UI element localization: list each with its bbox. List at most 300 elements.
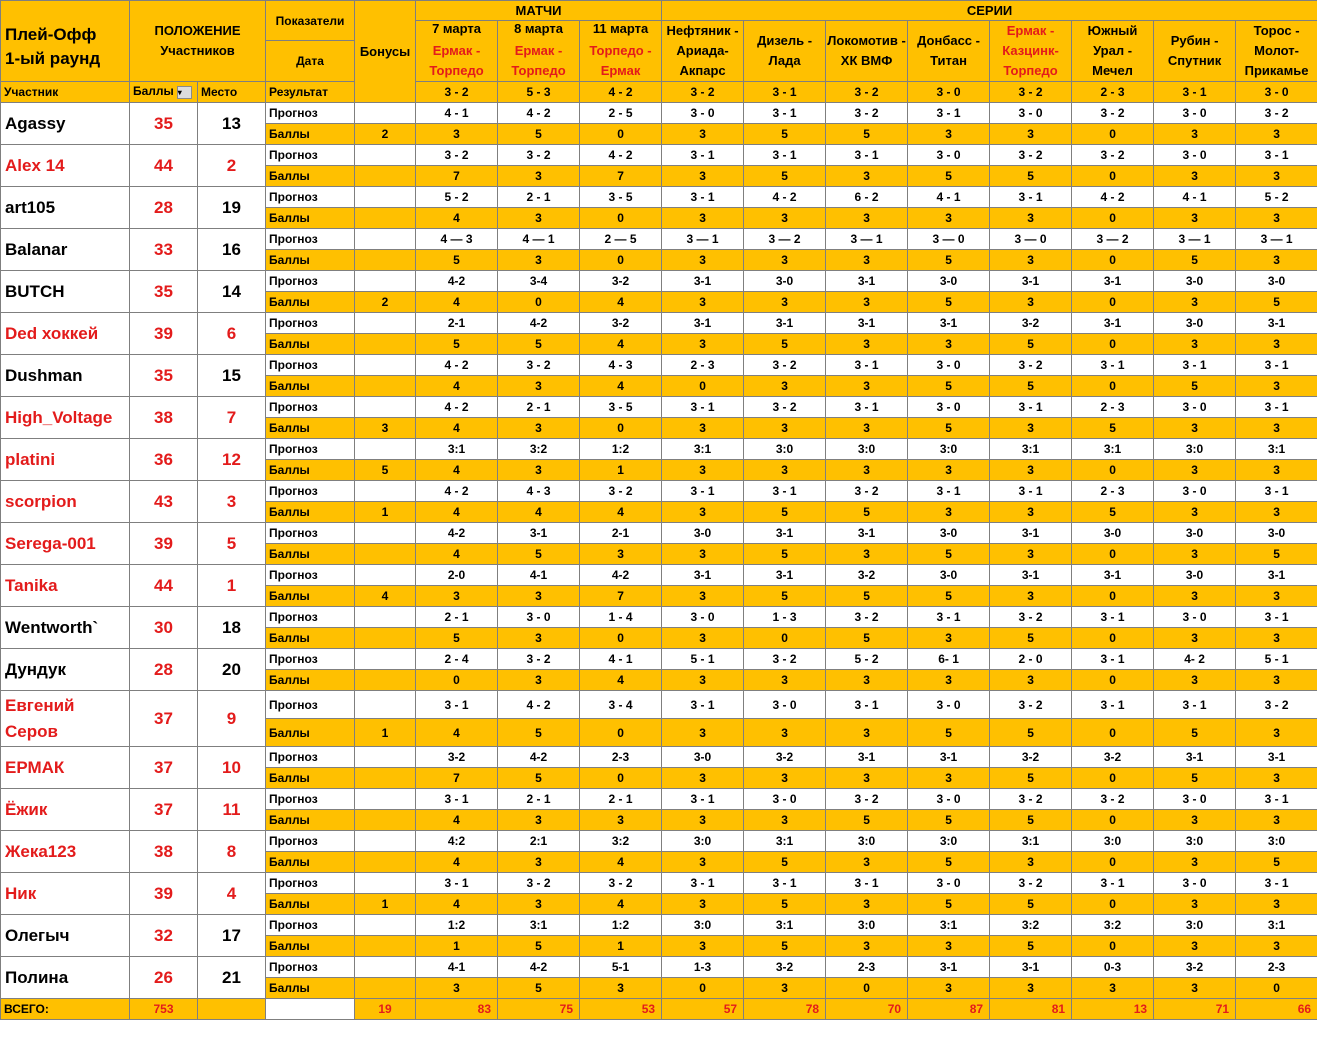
score-cell: 3 xyxy=(1236,334,1317,355)
forecast-cell: 3-2 xyxy=(990,313,1072,334)
participant-place: 12 xyxy=(198,439,266,481)
table-row xyxy=(1,957,1317,978)
participant-name: Alex 14 xyxy=(1,145,130,187)
score-cell: 5 xyxy=(908,376,990,397)
score-cell: 4 xyxy=(498,502,580,523)
series-5-result: 3 - 2 xyxy=(990,82,1072,103)
bonus-empty xyxy=(355,481,416,502)
table-row xyxy=(1,831,1317,852)
participant-place: 8 xyxy=(198,831,266,873)
forecast-cell: 3-2 xyxy=(1072,747,1154,768)
participant-name: Олегыч xyxy=(1,915,130,957)
series-5-teams: Ермак - Казцинк-Торпедо xyxy=(990,21,1072,82)
score-cell: 5 xyxy=(908,894,990,915)
table-title xyxy=(1,1,130,82)
table-row xyxy=(1,915,1317,936)
score-cell: 3 xyxy=(990,418,1072,439)
participant-name: BUTCH xyxy=(1,271,130,313)
forecast-cell: 5 - 1 xyxy=(1236,649,1317,670)
score-cell: 3 xyxy=(662,460,744,481)
forecast-label: Прогноз xyxy=(266,313,355,334)
score-cell: 5 xyxy=(826,628,908,649)
score-cell: 0 xyxy=(1072,586,1154,607)
participant-points: 39 xyxy=(130,313,198,355)
forecast-cell: 3 - 1 xyxy=(662,691,744,719)
forecast-cell: 3 - 2 xyxy=(744,355,826,376)
series-1-teams: Нефтяник - Ариада-Акпарс xyxy=(662,21,744,82)
forecast-cell: 3 - 2 xyxy=(990,355,1072,376)
forecast-cell: 4 - 3 xyxy=(498,481,580,502)
forecast-cell: 4- 2 xyxy=(1154,649,1236,670)
forecast-cell: 3 - 1 xyxy=(990,397,1072,418)
participant-place: 21 xyxy=(198,957,266,999)
table-row xyxy=(1,747,1317,768)
forecast-cell: 3:1 xyxy=(990,439,1072,460)
participant-place: 20 xyxy=(198,649,266,691)
forecast-cell: 4 - 1 xyxy=(1154,187,1236,208)
forecast-cell: 3:0 xyxy=(1154,439,1236,460)
bonus-cell xyxy=(355,208,416,229)
forecast-cell: 3:1 xyxy=(498,915,580,936)
participant-place: 7 xyxy=(198,397,266,439)
forecast-cell: 3-1 xyxy=(1236,313,1317,334)
series-2-teams: Дизель - Лада xyxy=(744,21,826,82)
forecast-cell: 4-2 xyxy=(498,747,580,768)
points-header xyxy=(130,82,198,103)
participant-name: Дундук xyxy=(1,649,130,691)
score-cell: 3 xyxy=(1236,502,1317,523)
score-cell: 3 xyxy=(498,418,580,439)
forecast-cell: 3-1 xyxy=(908,313,990,334)
forecast-cell: 5 - 1 xyxy=(662,649,744,670)
score-cell: 4 xyxy=(416,502,498,523)
forecast-cell: 3-0 xyxy=(908,565,990,586)
score-cell: 5 xyxy=(908,719,990,747)
forecast-cell: 2 - 3 xyxy=(1072,397,1154,418)
forecast-cell: 3 - 2 xyxy=(826,103,908,124)
forecast-cell: 3:1 xyxy=(908,915,990,936)
score-cell: 0 xyxy=(1236,978,1317,999)
forecast-cell: 2 - 3 xyxy=(662,355,744,376)
participant-place: 3 xyxy=(198,481,266,523)
score-cell: 3 xyxy=(908,628,990,649)
forecast-cell: 3 - 1 xyxy=(662,187,744,208)
forecast-cell: 3 - 1 xyxy=(826,355,908,376)
forecast-cell: 3:0 xyxy=(826,439,908,460)
forecast-cell: 3 - 2 xyxy=(416,145,498,166)
score-cell: 3 xyxy=(990,460,1072,481)
score-cell: 3 xyxy=(416,124,498,145)
participant-points: 37 xyxy=(130,691,198,747)
forecast-cell: 3 - 0 xyxy=(990,103,1072,124)
score-cell: 0 xyxy=(1072,208,1154,229)
score-cell: 3 xyxy=(498,628,580,649)
score-cell: 3 xyxy=(1236,376,1317,397)
forecast-cell: 3 - 2 xyxy=(744,397,826,418)
bonus-cell xyxy=(355,810,416,831)
participant-name: Dushman xyxy=(1,355,130,397)
forecast-cell: 2 - 1 xyxy=(498,789,580,810)
forecast-cell: 3-4 xyxy=(498,271,580,292)
forecast-cell: 3-0 xyxy=(1154,565,1236,586)
score-cell: 3 xyxy=(662,166,744,187)
score-label: Баллы xyxy=(266,586,355,607)
score-cell: 3 xyxy=(1154,208,1236,229)
forecast-cell: 3-1 xyxy=(662,313,744,334)
score-cell: 3 xyxy=(826,250,908,271)
score-label: Баллы xyxy=(266,250,355,271)
participant-points: 44 xyxy=(130,145,198,187)
score-cell: 3 xyxy=(990,586,1072,607)
forecast-cell: 3 - 2 xyxy=(826,481,908,502)
participant-place: 4 xyxy=(198,873,266,915)
forecast-cell: 3 - 0 xyxy=(1154,103,1236,124)
score-cell: 3 xyxy=(826,852,908,873)
participant-points: 37 xyxy=(130,789,198,831)
score-cell: 3 xyxy=(990,544,1072,565)
forecast-cell: 3 - 0 xyxy=(1154,481,1236,502)
score-cell: 3 xyxy=(498,852,580,873)
participant-points: 33 xyxy=(130,229,198,271)
score-cell: 5 xyxy=(498,334,580,355)
score-cell: 5 xyxy=(826,810,908,831)
participant-points: 37 xyxy=(130,747,198,789)
forecast-cell: 3 - 0 xyxy=(908,691,990,719)
score-label: Баллы xyxy=(266,208,355,229)
bonus-cell xyxy=(355,166,416,187)
participant-points: 35 xyxy=(130,355,198,397)
forecast-label: Прогноз xyxy=(266,439,355,460)
forecast-cell: 3-1 xyxy=(826,747,908,768)
table-row xyxy=(1,313,1317,334)
score-cell: 3 xyxy=(826,544,908,565)
score-label: Баллы xyxy=(266,768,355,789)
score-cell: 3 xyxy=(744,460,826,481)
participant-name: High_Voltage xyxy=(1,397,130,439)
score-cell: 7 xyxy=(416,768,498,789)
forecast-cell: 3 - 2 xyxy=(498,355,580,376)
total-column-3: 53 xyxy=(580,999,662,1020)
participant-place: 10 xyxy=(198,747,266,789)
forecast-cell: 3-2 xyxy=(1154,957,1236,978)
total-column-11: 66 xyxy=(1236,999,1317,1020)
score-cell: 3 xyxy=(1154,460,1236,481)
participant-name: Ник xyxy=(1,873,130,915)
forecast-label: Прогноз xyxy=(266,481,355,502)
table-row xyxy=(1,691,1317,719)
forecast-label: Прогноз xyxy=(266,957,355,978)
score-cell: 5 xyxy=(416,334,498,355)
forecast-cell: 3:0 xyxy=(908,831,990,852)
score-cell: 3 xyxy=(908,978,990,999)
date-header: Дата xyxy=(266,41,355,82)
forecast-label: Прогноз xyxy=(266,229,355,250)
forecast-cell: 3:1 xyxy=(416,439,498,460)
forecast-cell: 1:2 xyxy=(580,915,662,936)
score-cell: 5 xyxy=(990,334,1072,355)
score-cell: 5 xyxy=(826,124,908,145)
score-cell: 3 xyxy=(662,250,744,271)
forecast-cell: 3 — 1 xyxy=(1236,229,1317,250)
forecast-cell: 3:0 xyxy=(662,915,744,936)
participant-name: Agassy xyxy=(1,103,130,145)
forecast-cell: 3 - 1 xyxy=(990,481,1072,502)
indicators-header: Показатели xyxy=(266,1,355,41)
bonus-empty xyxy=(355,691,416,719)
table-row xyxy=(1,873,1317,894)
score-cell: 5 xyxy=(744,502,826,523)
match-teams: Торпедо - Ермак xyxy=(589,43,652,78)
score-cell: 3 xyxy=(662,586,744,607)
place-header: Место xyxy=(198,82,266,103)
score-cell: 5 xyxy=(908,418,990,439)
score-label: Баллы xyxy=(266,124,355,145)
score-label: Баллы xyxy=(266,628,355,649)
forecast-cell: 3 - 2 xyxy=(826,607,908,628)
total-bonuses: 19 xyxy=(355,999,416,1020)
bonus-empty xyxy=(355,789,416,810)
score-cell: 3 xyxy=(1236,460,1317,481)
forecast-label: Прогноз xyxy=(266,691,355,719)
result-header: Результат xyxy=(266,82,355,103)
bonus-empty xyxy=(355,355,416,376)
bonus-empty xyxy=(355,439,416,460)
forecast-cell: 3:1 xyxy=(662,439,744,460)
participant-points: 44 xyxy=(130,565,198,607)
table-row xyxy=(1,565,1317,586)
forecast-cell: 3 - 1 xyxy=(1236,873,1317,894)
total-column-10: 71 xyxy=(1154,999,1236,1020)
score-cell: 3 xyxy=(1236,250,1317,271)
forecast-cell: 3:1 xyxy=(744,831,826,852)
match-2-result: 5 - 3 xyxy=(498,82,580,103)
score-cell: 4 xyxy=(416,292,498,313)
forecast-cell: 4 - 1 xyxy=(416,103,498,124)
score-cell: 3 xyxy=(1154,894,1236,915)
forecast-cell: 3 - 0 xyxy=(1154,607,1236,628)
bonus-cell xyxy=(355,852,416,873)
forecast-cell: 2 - 1 xyxy=(416,607,498,628)
forecast-cell: 3 - 2 xyxy=(1236,691,1317,719)
forecast-cell: 3 - 2 xyxy=(580,481,662,502)
series-header: СЕРИИ xyxy=(662,1,1317,21)
forecast-cell: 3-1 xyxy=(744,523,826,544)
forecast-cell: 3 - 0 xyxy=(908,397,990,418)
forecast-cell: 4 — 3 xyxy=(416,229,498,250)
score-cell: 5 xyxy=(498,768,580,789)
table-title-line2: 1-ый раунд xyxy=(5,49,101,68)
table-row xyxy=(1,229,1317,250)
score-cell: 3 xyxy=(662,208,744,229)
forecast-label: Прогноз xyxy=(266,523,355,544)
score-cell: 3 xyxy=(1154,544,1236,565)
forecast-cell: 3 - 1 xyxy=(990,187,1072,208)
score-label: Баллы xyxy=(266,166,355,187)
bonus-empty xyxy=(355,747,416,768)
forecast-cell: 3 - 2 xyxy=(826,789,908,810)
score-cell: 3 xyxy=(826,376,908,397)
match-date: 11 марта xyxy=(592,21,649,36)
forecast-cell: 3 - 1 xyxy=(1236,355,1317,376)
forecast-cell: 3-1 xyxy=(1072,565,1154,586)
forecast-cell: 3-0 xyxy=(1154,271,1236,292)
bonus-empty xyxy=(355,271,416,292)
match-1-header xyxy=(416,21,498,82)
score-cell: 0 xyxy=(1072,292,1154,313)
score-cell: 0 xyxy=(1072,166,1154,187)
forecast-cell: 3-1 xyxy=(990,957,1072,978)
forecast-cell: 3 - 2 xyxy=(990,691,1072,719)
forecast-cell: 3 - 1 xyxy=(744,145,826,166)
series-7-result: 3 - 1 xyxy=(1154,82,1236,103)
score-cell: 3 xyxy=(990,250,1072,271)
score-cell: 3 xyxy=(1236,810,1317,831)
forecast-cell: 3-0 xyxy=(744,271,826,292)
forecast-cell: 3 — 1 xyxy=(1154,229,1236,250)
total-column-9: 13 xyxy=(1072,999,1154,1020)
forecast-cell: 3 - 2 xyxy=(1072,145,1154,166)
score-cell: 0 xyxy=(580,628,662,649)
match-2-header xyxy=(498,21,580,82)
forecast-cell: 2 — 5 xyxy=(580,229,662,250)
score-cell: 7 xyxy=(580,166,662,187)
participant-place: 5 xyxy=(198,523,266,565)
score-cell: 0 xyxy=(580,250,662,271)
forecast-cell: 3 - 0 xyxy=(908,873,990,894)
forecast-cell: 4:2 xyxy=(416,831,498,852)
forecast-cell: 3 — 2 xyxy=(1072,229,1154,250)
series-3-teams: Локомотив - ХК ВМФ xyxy=(826,21,908,82)
forecast-cell: 3 - 1 xyxy=(908,607,990,628)
total-label: ВСЕГО: xyxy=(1,999,130,1020)
score-cell: 3 xyxy=(1236,586,1317,607)
forecast-cell: 1-3 xyxy=(662,957,744,978)
forecast-cell: 3-0 xyxy=(1236,523,1317,544)
score-cell: 3 xyxy=(498,894,580,915)
score-label: Баллы xyxy=(266,978,355,999)
forecast-cell: 3 - 0 xyxy=(498,607,580,628)
score-cell: 3 xyxy=(662,852,744,873)
bonus-empty xyxy=(355,313,416,334)
participant-name: art105 xyxy=(1,187,130,229)
score-label: Баллы xyxy=(266,544,355,565)
forecast-cell: 3-1 xyxy=(1154,747,1236,768)
forecast-label: Прогноз xyxy=(266,789,355,810)
forecast-cell: 3 - 2 xyxy=(1236,103,1317,124)
score-cell: 3 xyxy=(744,208,826,229)
bonus-empty xyxy=(355,103,416,124)
score-cell: 3 xyxy=(662,936,744,957)
score-label: Баллы xyxy=(266,894,355,915)
forecast-cell: 5 - 2 xyxy=(416,187,498,208)
score-cell: 3 xyxy=(1236,936,1317,957)
score-cell: 5 xyxy=(1236,852,1317,873)
score-cell: 3 xyxy=(826,894,908,915)
score-cell: 3 xyxy=(744,292,826,313)
score-cell: 5 xyxy=(990,768,1072,789)
score-cell: 3 xyxy=(662,810,744,831)
score-cell: 5 xyxy=(826,502,908,523)
forecast-cell: 3-2 xyxy=(826,565,908,586)
score-cell: 4 xyxy=(416,810,498,831)
sort-dropdown-icon[interactable]: ▾ xyxy=(177,86,192,99)
forecast-cell: 3 - 0 xyxy=(1154,873,1236,894)
series-2-result: 3 - 1 xyxy=(744,82,826,103)
forecast-cell: 5 - 2 xyxy=(826,649,908,670)
forecast-cell: 2 - 1 xyxy=(498,187,580,208)
forecast-cell: 3-1 xyxy=(1236,747,1317,768)
score-cell: 0 xyxy=(744,628,826,649)
total-column-2: 75 xyxy=(498,999,580,1020)
score-cell: 3 xyxy=(1236,166,1317,187)
score-cell: 5 xyxy=(1236,292,1317,313)
bonus-cell xyxy=(355,544,416,565)
participant-points: 28 xyxy=(130,649,198,691)
score-cell: 5 xyxy=(1154,768,1236,789)
score-cell: 5 xyxy=(416,250,498,271)
forecast-cell: 3-1 xyxy=(826,271,908,292)
score-cell: 0 xyxy=(580,418,662,439)
forecast-cell: 3 - 5 xyxy=(580,397,662,418)
score-cell: 5 xyxy=(908,586,990,607)
bonus-empty xyxy=(355,187,416,208)
score-cell: 3 xyxy=(826,460,908,481)
series-8-teams: Торос - Молот-Прикамье xyxy=(1236,21,1317,82)
participant-points: 35 xyxy=(130,103,198,145)
score-cell: 0 xyxy=(580,208,662,229)
score-cell: 3 xyxy=(498,586,580,607)
bonus-cell: 5 xyxy=(355,460,416,481)
score-cell: 0 xyxy=(1072,628,1154,649)
forecast-label: Прогноз xyxy=(266,355,355,376)
bonus-cell: 1 xyxy=(355,719,416,747)
forecast-cell: 3 - 1 xyxy=(826,397,908,418)
score-cell: 4 xyxy=(416,418,498,439)
forecast-cell: 1 - 3 xyxy=(744,607,826,628)
score-cell: 0 xyxy=(416,670,498,691)
score-cell: 5 xyxy=(744,894,826,915)
participant-points: 36 xyxy=(130,439,198,481)
participant-points: 43 xyxy=(130,481,198,523)
forecast-cell: 4-2 xyxy=(416,271,498,292)
score-cell: 3 xyxy=(908,768,990,789)
forecast-label: Прогноз xyxy=(266,145,355,166)
forecast-label: Прогноз xyxy=(266,607,355,628)
forecast-cell: 4-2 xyxy=(580,565,662,586)
score-cell: 5 xyxy=(908,250,990,271)
score-cell: 3 xyxy=(1236,124,1317,145)
score-cell: 5 xyxy=(498,936,580,957)
series-3-result: 3 - 2 xyxy=(826,82,908,103)
forecast-cell: 3 - 1 xyxy=(662,481,744,502)
score-cell: 3 xyxy=(1154,852,1236,873)
score-cell: 3 xyxy=(580,978,662,999)
score-cell: 5 xyxy=(416,628,498,649)
table-title-line1: Плей-Офф xyxy=(5,25,97,44)
participant-points: 38 xyxy=(130,831,198,873)
score-cell: 3 xyxy=(1154,586,1236,607)
forecast-cell: 3 — 0 xyxy=(990,229,1072,250)
score-cell: 0 xyxy=(1072,768,1154,789)
forecast-cell: 3 - 1 xyxy=(744,481,826,502)
forecast-cell: 3 - 1 xyxy=(826,691,908,719)
total-place-empty xyxy=(198,999,266,1020)
score-cell: 0 xyxy=(1072,719,1154,747)
score-cell: 3 xyxy=(1236,208,1317,229)
forecast-cell: 4 - 1 xyxy=(580,649,662,670)
score-cell: 3 xyxy=(498,250,580,271)
forecast-cell: 3 - 4 xyxy=(580,691,662,719)
